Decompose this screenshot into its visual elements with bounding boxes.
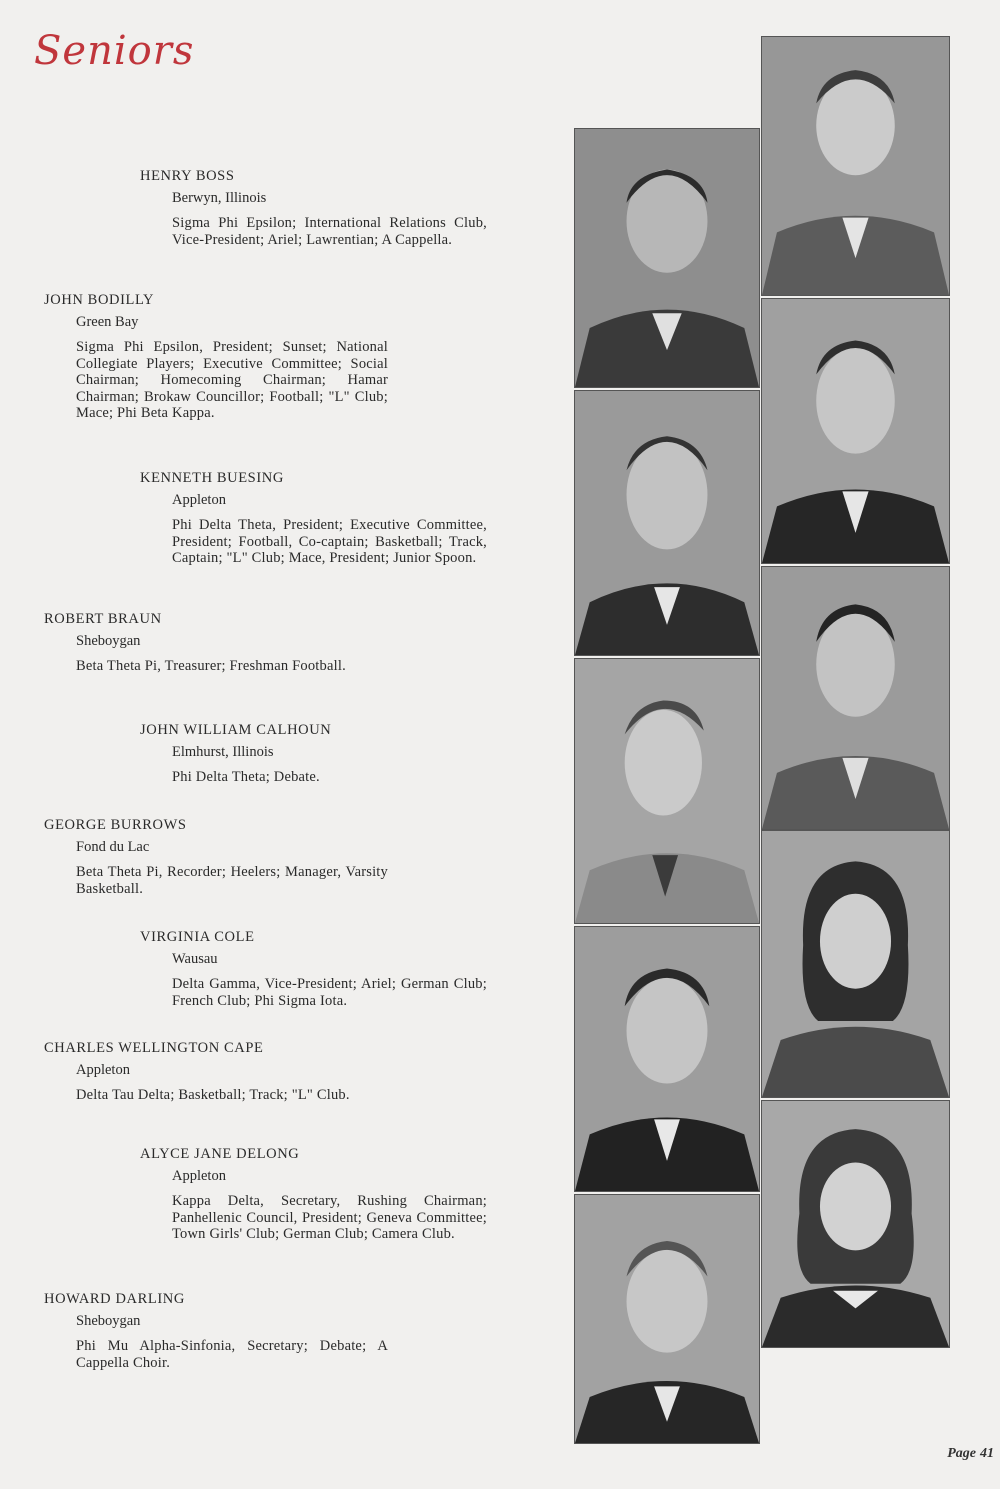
- senior-name: HOWARD DARLING: [44, 1291, 185, 1307]
- senior-entry-calhoun: [140, 722, 487, 786]
- senior-name: CHARLES WELLINGTON CAPE: [44, 1040, 264, 1056]
- senior-activities: Beta Theta Pi, Recorder; Heelers; Manager, Varsity Basketball.: [76, 864, 388, 897]
- senior-activities: Phi Delta Theta; Debate.: [172, 769, 320, 785]
- senior-town: Fond du Lac: [76, 838, 150, 855]
- senior-name: VIRGINIA COLE: [140, 929, 255, 945]
- senior-entry-boss: [140, 168, 487, 248]
- page-number: [943, 1446, 994, 1462]
- senior-activities: Sigma Phi Epsilon, President; Sunset; National Collegiate Players; Executive Committee; Social Chairman; Homecoming Chairman; Hamar Chairman; Brokaw Councillor; Football; "L" Club; Mace; Phi Beta Kappa.: [76, 339, 388, 421]
- senior-activities: Phi Mu Alpha-Sinfonia, Secretary; Debate; A Cappella Choir.: [76, 1338, 388, 1371]
- senior-name: JOHN WILLIAM CALHOUN: [140, 722, 332, 738]
- portrait-photo: [574, 128, 760, 388]
- senior-entry-delong: [140, 1146, 487, 1243]
- senior-entry-cape: [44, 1040, 388, 1104]
- senior-activities: Kappa Delta, Secretary, Rushing Chairman; Panhellenic Council, President; Geneva Committee; Town Girls' Club; German Club; Camera Club.: [172, 1193, 487, 1242]
- senior-entry-cole: [140, 929, 487, 1009]
- senior-name: ALYCE JANE DELONG: [140, 1146, 300, 1162]
- portrait-photo: [574, 390, 760, 656]
- senior-name: GEORGE BURROWS: [44, 817, 187, 833]
- senior-town: Berwyn, Illinois: [172, 189, 267, 206]
- senior-town: Sheboygan: [76, 1312, 141, 1329]
- portrait-photo: [574, 926, 760, 1192]
- senior-activities: Delta Tau Delta; Basketball; Track; "L" Club.: [76, 1087, 350, 1103]
- senior-activities: Beta Theta Pi, Treasurer; Freshman Football.: [76, 658, 346, 674]
- senior-entry-darling: [44, 1291, 388, 1371]
- senior-town: Sheboygan: [76, 632, 141, 649]
- section-heading: Seniors: [34, 28, 195, 74]
- senior-town: Appleton: [76, 1061, 130, 1078]
- senior-entry-buesing: [140, 470, 487, 567]
- portrait-photo: [761, 1100, 950, 1348]
- senior-activities: Sigma Phi Epsilon; International Relations Club, Vice-President; Ariel; Lawrentian; A Cappella.: [172, 215, 487, 248]
- portrait-photo: [761, 566, 950, 830]
- portrait-photo: [761, 298, 950, 564]
- senior-name: ROBERT BRAUN: [44, 611, 162, 627]
- senior-name: JOHN BODILLY: [44, 292, 155, 308]
- portrait-photo: [761, 830, 950, 1098]
- senior-name: KENNETH BUESING: [140, 470, 284, 486]
- senior-activities: Phi Delta Theta, President; Executive Committee, President; Football, Co-captain; Basketball; Track, Captain; "L" Club; Mace, President; Junior Spoon.: [172, 517, 487, 566]
- senior-town: Green Bay: [76, 313, 139, 330]
- senior-entry-bodilly: [44, 292, 388, 422]
- senior-town: Elmhurst, Illinois: [172, 743, 274, 760]
- page-number-value: 41: [980, 1446, 994, 1461]
- portrait-photo: [761, 36, 950, 296]
- senior-activities: Delta Gamma, Vice-President; Ariel; German Club; French Club; Phi Sigma Iota.: [172, 976, 487, 1009]
- portrait-photo: [574, 1194, 760, 1444]
- senior-town: Appleton: [172, 491, 226, 508]
- portrait-photo: [574, 658, 760, 924]
- senior-entry-burrows: [44, 817, 388, 897]
- page-number-label: Page: [947, 1446, 976, 1461]
- senior-town: Wausau: [172, 950, 218, 967]
- senior-name: HENRY BOSS: [140, 168, 235, 184]
- senior-entry-braun: [44, 611, 388, 675]
- senior-town: Appleton: [172, 1167, 226, 1184]
